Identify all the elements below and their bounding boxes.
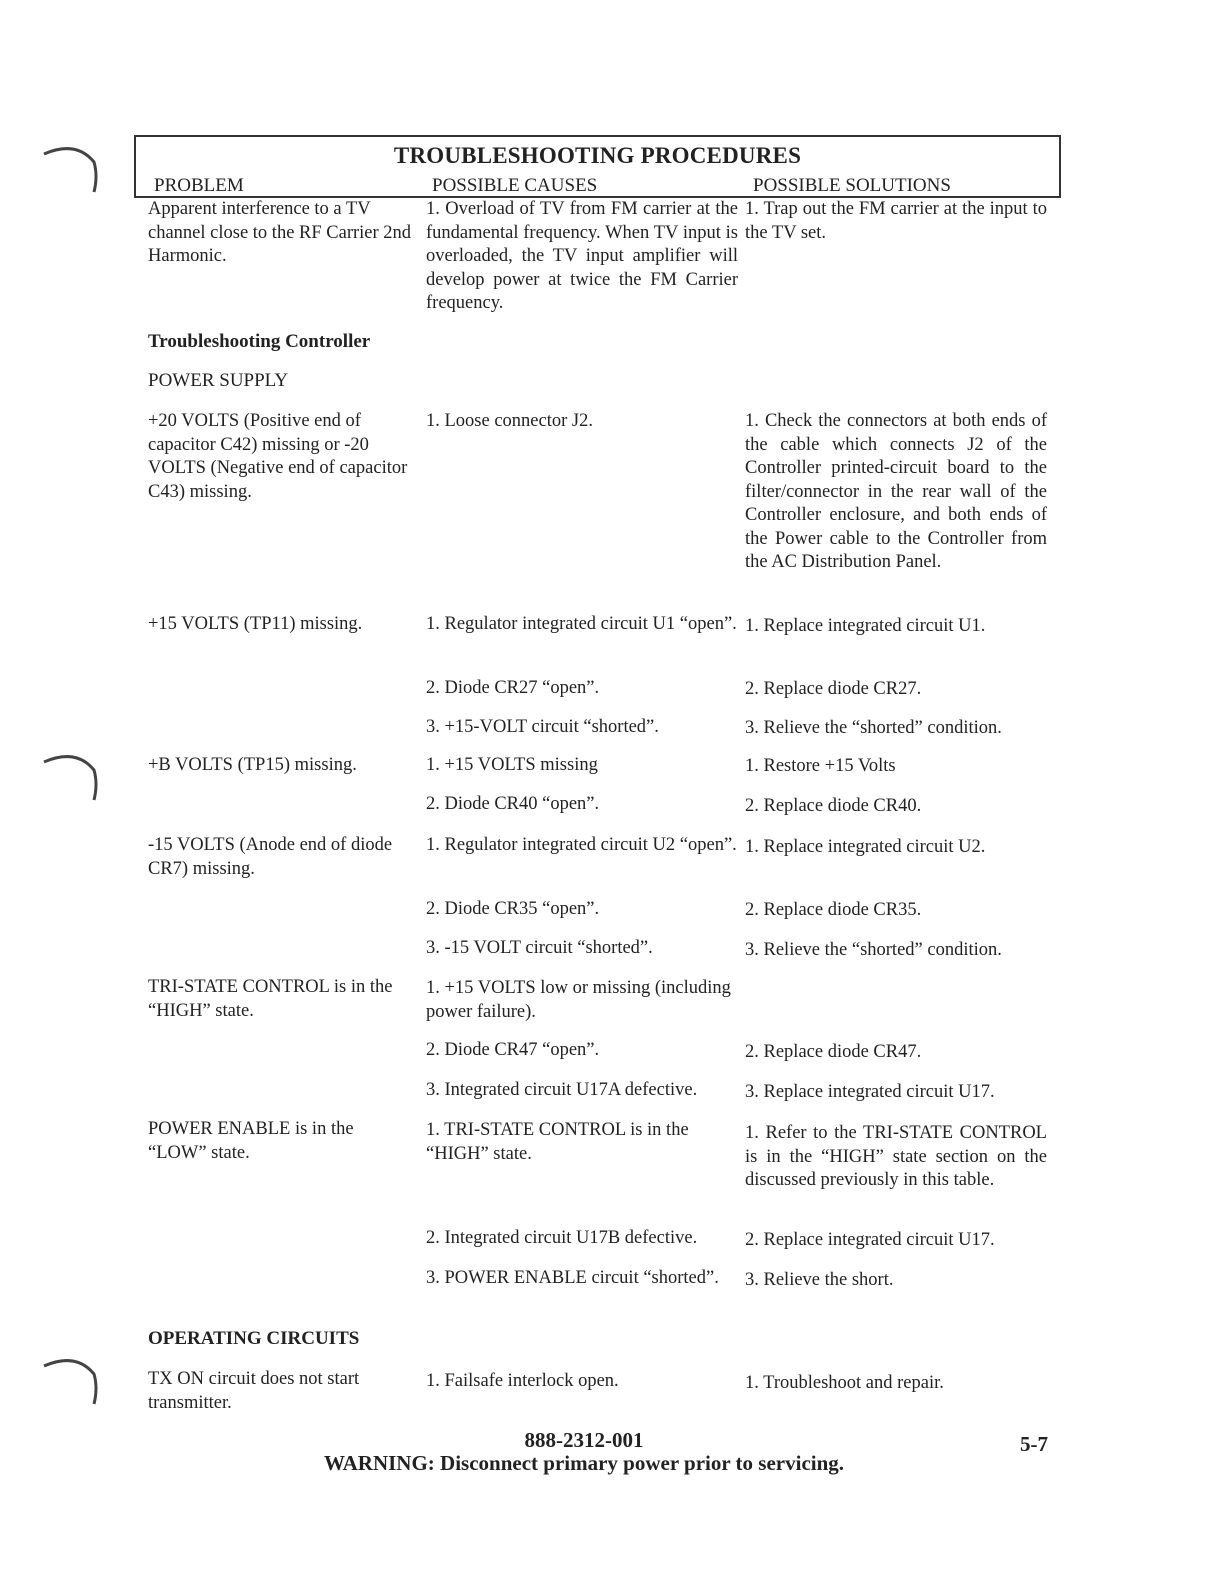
column-header-problem: PROBLEM [154,175,244,196]
cause-cell: 2. Diode CR47 “open”. [426,1040,600,1060]
cause-cell: 1. +15 VOLTS missing [426,755,598,775]
solution-cell: 2. Replace diode CR40. [745,796,922,816]
cause-cell: 1. Regulator integrated circuit U2 “open”. [426,835,737,855]
solution-cell: 3. Relieve the “shorted” condition. [745,718,1002,738]
problem-cell: Apparent interference to a TV channel close to the RF Carrier 2nd Harmonic. [148,199,412,266]
problem-cell: +20 VOLTS (Positive end of capacitor C42) missing or -20 VOLTS (Negative end of capacitor C43) missing. [148,411,408,502]
solution-cell: 3. Replace integrated circuit U17. [745,1082,995,1102]
safety-warning: WARNING: Disconnect primary power prior to servicing. [323,1451,845,1475]
cause-cell: 2. Diode CR40 “open”. [426,794,600,814]
solution-cell: 1. Replace integrated circuit U2. [745,837,986,857]
section-heading-operating-circuits: OPERATING CIRCUITS [148,1328,360,1349]
problem-cell: -15 VOLTS (Anode end of diode CR7) missing. [148,835,393,879]
problem-cell: POWER ENABLE is in the “LOW” state. [148,1119,354,1163]
column-header-causes: POSSIBLE CAUSES [432,175,598,196]
cause-cell: 2. Diode CR35 “open”. [426,899,600,919]
cause-cell: 3. POWER ENABLE circuit “shorted”. [426,1268,719,1288]
column-header-solutions: POSSIBLE SOLUTIONS [753,175,951,196]
document-number: 888-2312-001 [524,1428,644,1452]
page-title: TROUBLESHOOTING PROCEDURES [393,143,802,168]
problem-cell: TRI-STATE CONTROL is in the “HIGH” state. [148,977,393,1021]
cause-cell: 1. TRI-STATE CONTROL is in the “HIGH” state. [426,1120,689,1164]
cause-cell: 1. Regulator integrated circuit U1 “open”. [426,614,737,634]
solution-cell: 2. Replace diode CR47. [745,1042,922,1062]
solution-cell: 1. Trap out the FM carrier at the input to the TV set. [745,199,1047,243]
solution-cell: 2. Replace diode CR27. [745,679,922,699]
solution-cell: 1. Replace integrated circuit U1. [745,616,986,636]
solution-cell: 1. Check the connectors at both ends of the cable which connects J2 of the Controller printed-circuit board to the filter/connector in the rear wall of the Controller enclosure, and both ends of the Power cable to the Controller from the AC Distribution Panel. [745,411,1047,572]
solution-cell: 2. Replace integrated circuit U17. [745,1230,995,1250]
cause-cell: 1. Overload of TV from FM carrier at the fundamental frequency. When TV input is overloaded, the TV input amplifier will develop power at twice the FM Carrier frequency. [426,199,738,313]
cause-cell: 1. +15 VOLTS low or missing (including power failure). [426,978,731,1022]
solution-cell: 1. Troubleshoot and repair. [745,1373,944,1393]
cause-cell: 2. Integrated circuit U17B defective. [426,1228,698,1248]
section-heading-power-supply: POWER SUPPLY [148,370,289,391]
solution-cell: 1. Restore +15 Volts [745,756,896,776]
cause-cell: 1. Loose connector J2. [426,411,593,431]
solution-cell: 1. Refer to the TRI-STATE CONTROL is in the “HIGH” state section on the discussed previously in this table. [745,1123,1047,1190]
solution-cell: 2. Replace diode CR35. [745,900,922,920]
cause-cell: 1. Failsafe interlock open. [426,1371,619,1391]
cause-cell: 3. +15-VOLT circuit “shorted”. [426,717,659,737]
problem-cell: +B VOLTS (TP15) missing. [148,755,357,775]
solution-cell: 3. Relieve the “shorted” condition. [745,940,1002,960]
page-number: 5-7 [1020,1432,1048,1456]
problem-cell: +15 VOLTS (TP11) missing. [148,614,363,634]
cause-cell: 3. -15 VOLT circuit “shorted”. [426,938,653,958]
problem-cell: TX ON circuit does not start transmitter. [148,1369,360,1413]
cause-cell: 3. Integrated circuit U17A defective. [426,1080,698,1100]
solution-cell: 3. Relieve the short. [745,1270,894,1290]
section-heading-controller: Troubleshooting Controller [148,331,371,352]
cause-cell: 2. Diode CR27 “open”. [426,678,600,698]
